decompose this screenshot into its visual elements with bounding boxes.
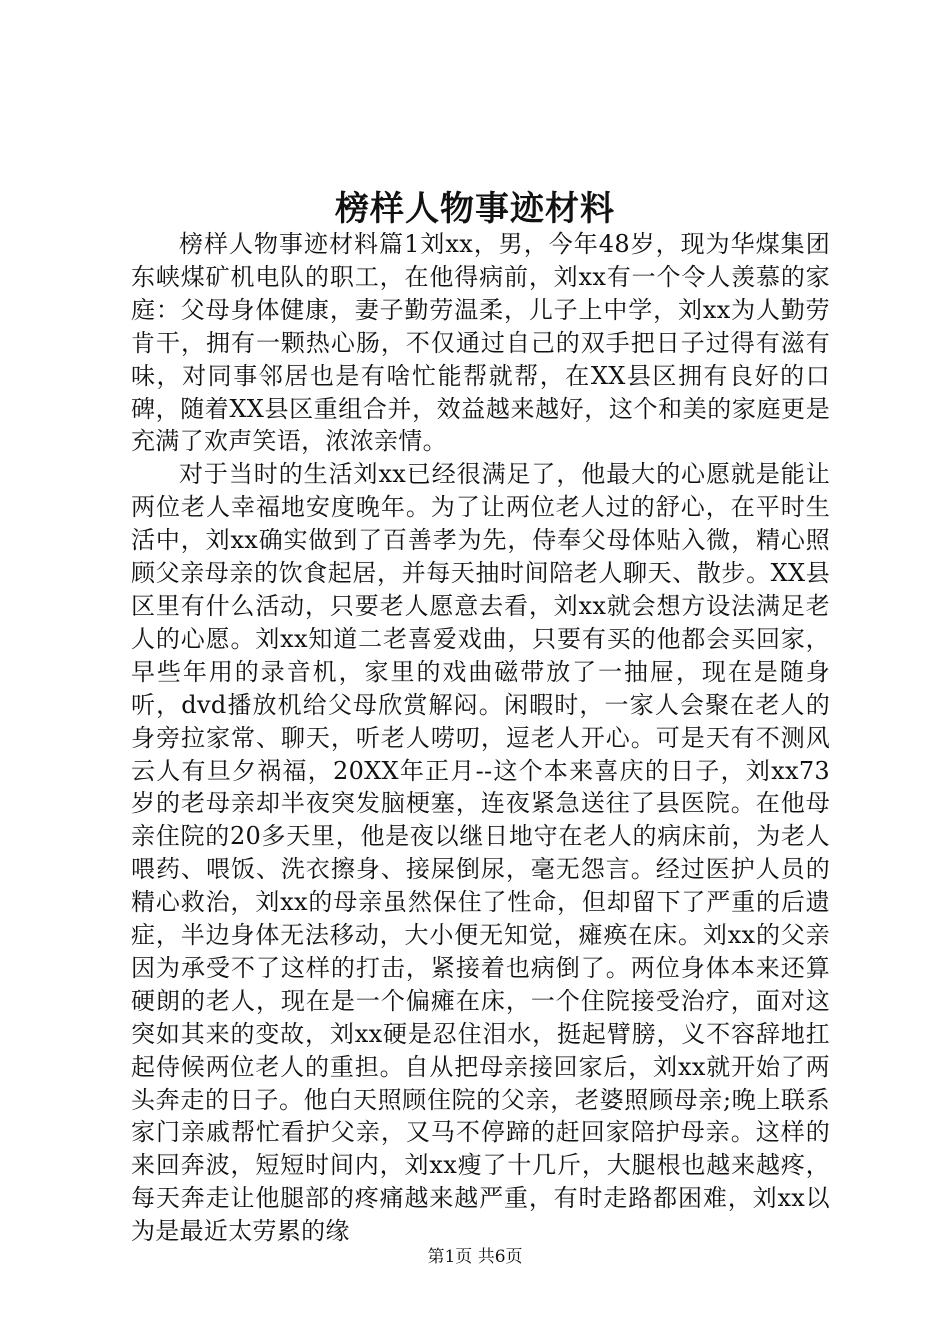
document-title: 榜样人物事迹材料 xyxy=(335,189,615,229)
document-body xyxy=(131,228,830,1248)
paragraph: 榜样人物事迹材料篇1刘xx，男，今年48岁，现为华煤集团东峡煤矿机电队的职工，在他得病前，刘xx有一个令人羡慕的家庭：父母身体健康，妻子勤劳温柔，儿子上中学，刘xx为人勤劳肯干，拥有一颗热心肠，不仅通过自己的双手把日子过得有滋有味，对同事邻居也是有啥忙能帮就帮，在XX县区拥有良好的口碑，随着XX县区重组合并，效益越来越好，这个和美的家庭更是充满了欢声笑语，浓浓亲情。 xyxy=(131,230,830,456)
paragraph: 对于当时的生活刘xx已经很满足了，他最大的心愿就是能让两位老人幸福地安度晚年。为了让两位老人过的舒心，在平时生活中，刘xx确实做到了百善孝为先，侍奉父母体贴入微，精心照顾父亲母亲的饮食起居，并每天抽时间陪老人聊天、散步。XX县区里有什么活动，只要老人愿意去看，刘xx就会想方设法满足老人的心愿。刘xx知道二老喜爱戏曲，只要有买的他都会买回家，早些年用的录音机，家里的戏曲磁带放了一抽屉，现在是随身听，dvd播放机给父母欣赏解闷。闲暇时，一家人会聚在老人的身旁拉家常、聊天，听老人唠叨，逗老人开心。可是天有不测风云人有旦夕祸福，20XX年正月--这个本来喜庆的日子，刘xx73岁的老母亲却半夜突发脑梗塞，连夜紧急送往了县医院。在他母亲住院的20多天里，他是夜以继日地守在老人的病床前，为老人喂药、喂饭、洗衣擦身、接屎倒尿，毫无怨言。经过医护人员的精心救治，刘xx的母亲虽然保住了性命，但却留下了严重的后遗症，半边身体无法移动，大小便无知觉，瘫痪在床。刘xx的父亲因为承受不了这样的打击，紧接着也病倒了。两位身体本来还算硬朗的老人，现在是一个偏瘫在床，一个住院接受治疗，面对这突如其来的变故，刘xx硬是忍住泪水，挺起臂膀，义不容辞地扛起侍候两位老人的重担。自从把母亲接回家后，刘xx就开始了两头奔走的日子。他白天照顾住院的父亲，老婆照顾母亲;晚上联系家门亲戚帮忙看护父亲，又马不停蹄的赶回家陪护母亲。这样的来回奔波，短短时间内，刘xx瘦了十几斤，大腿根也越来越疼，每天奔走让他腿部的疼痛越来越严重，有时走路都困难，刘xx以为是最近太劳累的缘 xyxy=(131,460,830,1246)
page-footer: 第1页 共6页 xyxy=(427,1247,523,1267)
